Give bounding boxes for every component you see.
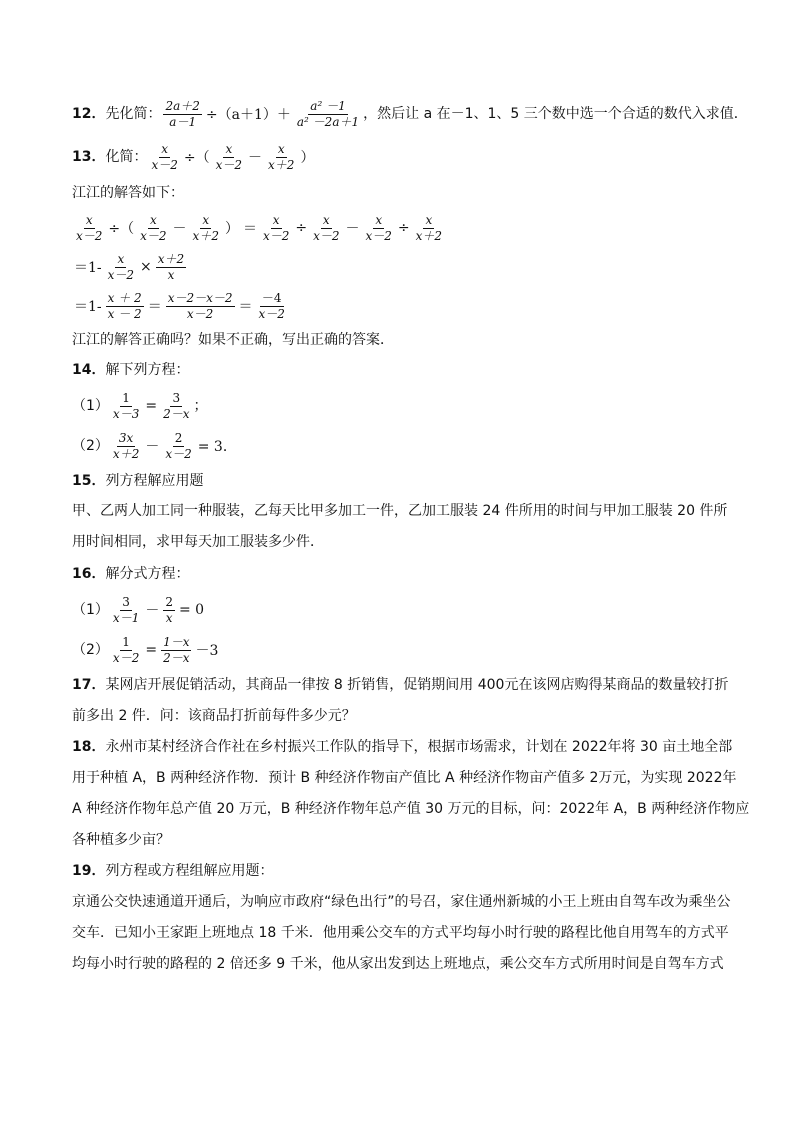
question-number: 17． bbox=[72, 677, 106, 693]
fraction: $\frac{2a+2}{a-1}$ bbox=[165, 98, 200, 129]
question-intro: 化简： bbox=[105, 149, 148, 165]
fraction: $\frac{\text{a² －1}}{\text{a² －2a＋1}}$ bbox=[296, 98, 360, 129]
question-19-intro: 19．列方程或方程组解应用题： bbox=[72, 863, 274, 879]
question-16: 16． 解分式方程： bbox=[72, 566, 190, 582]
question-number: 16． bbox=[72, 566, 106, 582]
question-intro: 先化简： bbox=[105, 106, 162, 122]
question-17-text-1: 17．某网店开展促销活动，其商品一律按 8 折销售，促销期间用 400元在该网店购得某商品的数量较打折 bbox=[72, 677, 729, 693]
question-number: 18． bbox=[72, 739, 106, 755]
question-18-text-2: 用于种植 A，B 两种经济作物．预计 B 种经济作物亩产值比 A 种经济作物亩产值多 2万元，为实现 2022年 bbox=[72, 770, 737, 786]
question-number: 13． bbox=[72, 149, 106, 165]
operator: ÷（a＋1）＋ bbox=[205, 107, 291, 123]
fraction: $\frac{x}{x+2}$ bbox=[268, 141, 295, 172]
solver-question: 江江的解答正确吗？如果不正确，写出正确的答案． bbox=[72, 332, 394, 348]
question-19-text-3: 均每小时行驶的路程的 2 倍还多 9 千米，他从家出发到达上班地点，乘公交车方式所用时间是自驾车方式 bbox=[72, 956, 724, 972]
solution-step-3: ＝1- $\frac{x + 2}{x - 2}$ ＝ $\frac{x-2-x-2}{x-2}$ ＝ $\frac{-4}{x-2}$ bbox=[74, 290, 285, 321]
solution-step-1: $\frac{x}{x-2}$ ÷（ $\frac{x}{x-2}$ － $\frac{x}{x+2}$ ） ＝ $\frac{x}{x-2}$ ÷ $\frac{x}{x-2}$ － $\frac{x}{x-2}$ ÷ $\frac{x}{x+2}$ bbox=[76, 212, 443, 243]
equation-14-2: （2） $\frac{3x}{x+2}$ － $\frac{2}{x-2}$ = 3． bbox=[72, 430, 237, 461]
question-13: 13． 化简： $\frac{x}{x-2}$ ÷（ $\frac{x}{x-2}$ － $\frac{x}{x+2}$ ） bbox=[72, 141, 315, 172]
question-number: 15． bbox=[72, 473, 106, 489]
question-18-text-4: 各种植多少亩？ bbox=[72, 832, 170, 848]
solution-step-2: ＝1- $\frac{x}{x-2}$ × $\frac{x+2}{x}$ bbox=[74, 251, 185, 282]
question-15-text-2: 用时间相同，求甲每天加工服装多少件． bbox=[72, 534, 324, 550]
question-19-text-2: 交车．已知小王家距上班地点 18 千米．他用乘公交车的方式平均每小时行驶的路程比他自用驾车的方式平 bbox=[72, 925, 729, 941]
equation-16-1: （1） $\frac{3}{x-1}$ － $\frac{2}{x}$ = 0 bbox=[72, 594, 205, 625]
fraction: $\frac{x}{x-2}$ bbox=[151, 141, 178, 172]
question-number: 14． bbox=[72, 362, 106, 378]
question-18-text-1: 18．永州市某村经济合作社在乡村振兴工作队的指导下，根据市场需求，计划在 2022年将 30 亩土地全部 bbox=[72, 739, 733, 755]
question-17-text-2: 前多出 2 件．问：该商品打折前每件多少元？ bbox=[72, 708, 356, 724]
question-number: 19． bbox=[72, 863, 106, 879]
question-18-text-3: A 种经济作物年总产值 20 万元，B 种经济作物年总产值 30 万元的目标，问：2022年 A，B 两种经济作物应 bbox=[72, 801, 750, 817]
document-content bbox=[72, 92, 750, 980]
question-19-text-1: 京通公交快速通道开通后，为响应市政府“绿色出行”的号召，家住通州新城的小王上班由自驾车改为乘坐公 bbox=[72, 894, 731, 910]
question-14: 14． 解下列方程： bbox=[72, 362, 190, 378]
question-text: ，然后让 a 在－1、1、5 三个数中选一个合适的数代入求值． bbox=[363, 106, 748, 122]
question-number: 12． bbox=[72, 106, 106, 122]
fraction: $\frac{x}{x-2}$ bbox=[215, 141, 243, 172]
question-15: 15． 列方程解应用题 bbox=[72, 473, 204, 489]
equation-14-1: （1） $\frac{1}{x-3}$ = $\frac{3}{2-x}$ ； bbox=[72, 390, 208, 421]
equation-16-2: （2） $\frac{1}{x-2}$ = $\frac{1-x}{2-x}$ －3 bbox=[72, 634, 219, 665]
question-15-text-1: 甲、乙两人加工同一种服装，乙每天比甲多加工一件，乙加工服装 24 件所用的时间与甲加工服装 20 件所 bbox=[72, 503, 728, 519]
question-12 bbox=[72, 92, 748, 136]
solver-intro: 江江的解答如下： bbox=[72, 185, 184, 201]
